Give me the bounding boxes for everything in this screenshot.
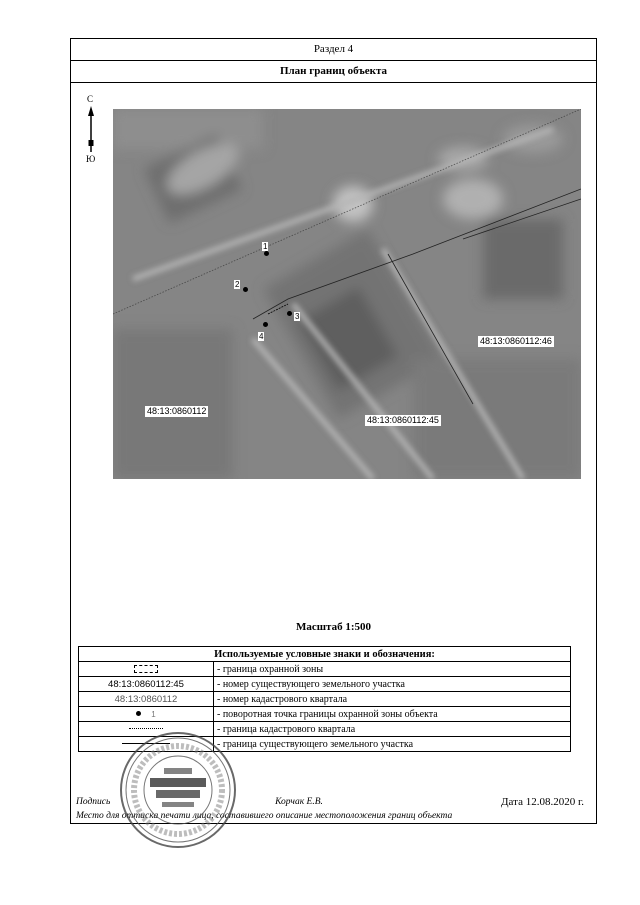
document-frame (70, 38, 597, 824)
south-label: Ю (86, 154, 96, 164)
turning-point-2[interactable] (243, 287, 248, 292)
north-label: С (87, 94, 94, 104)
point-label-1: 1 (263, 242, 268, 251)
legend-desc: - граница существующего земельного участка (214, 737, 571, 752)
legend-symbol-cell (79, 662, 214, 677)
point-label-4: 4 (259, 332, 264, 341)
legend-title: Используемые условные знаки и обозначения: (79, 647, 571, 662)
legend-row (79, 707, 571, 722)
legend-row (79, 677, 571, 692)
legend-symbol: 48:13:0860112 (79, 692, 214, 707)
signature-label: Подпись (76, 797, 111, 807)
turning-point-4[interactable] (263, 322, 268, 327)
section-heading: Раздел 4 (71, 39, 596, 61)
parcel-label-46: 48:13:0860112:46 (480, 336, 552, 346)
official-seal-stamp-icon (118, 730, 238, 850)
stamp-note: Место для оттиска печати лица, составившего описание местоположения границ объекта (76, 811, 453, 821)
document-date: Дата 12.08.2020 г. (501, 796, 584, 808)
legend-desc: - номер кадастрового квартала (214, 692, 571, 707)
point-label-3: 3 (295, 312, 300, 321)
protection-zone-symbol-icon (134, 665, 158, 673)
legend-symbol: 48:13:0860112:45 (79, 677, 214, 692)
point-dot-icon (136, 711, 141, 716)
legend-row (79, 662, 571, 677)
legend-header-row (79, 647, 571, 662)
legend-desc: - граница охранной зоны (214, 662, 571, 677)
legend-symbol: 1 (151, 709, 156, 719)
map-imagery (113, 109, 581, 479)
turning-point-3[interactable] (287, 311, 292, 316)
legend-row (79, 692, 571, 707)
aerial-map[interactable] (113, 109, 581, 479)
turning-point-1[interactable] (264, 251, 269, 256)
quarter-label: 48:13:0860112 (147, 406, 207, 416)
scale-label: Масштаб 1:500 (295, 621, 371, 633)
parcel-label-45: 48:13:0860112:45 (367, 415, 439, 425)
legend-desc: - граница кадастрового квартала (214, 722, 571, 737)
legend-desc: - поворотная точка границы охранной зоны объекта (214, 707, 571, 722)
signer-name: Корчак Е.В. (275, 797, 323, 807)
point-label-2: 2 (235, 280, 240, 289)
legend-symbol-cell (79, 707, 214, 722)
plan-title: План границ объекта (71, 61, 596, 83)
legend-desc: - номер существующего земельного участка (214, 677, 571, 692)
compass-rose (84, 94, 98, 164)
